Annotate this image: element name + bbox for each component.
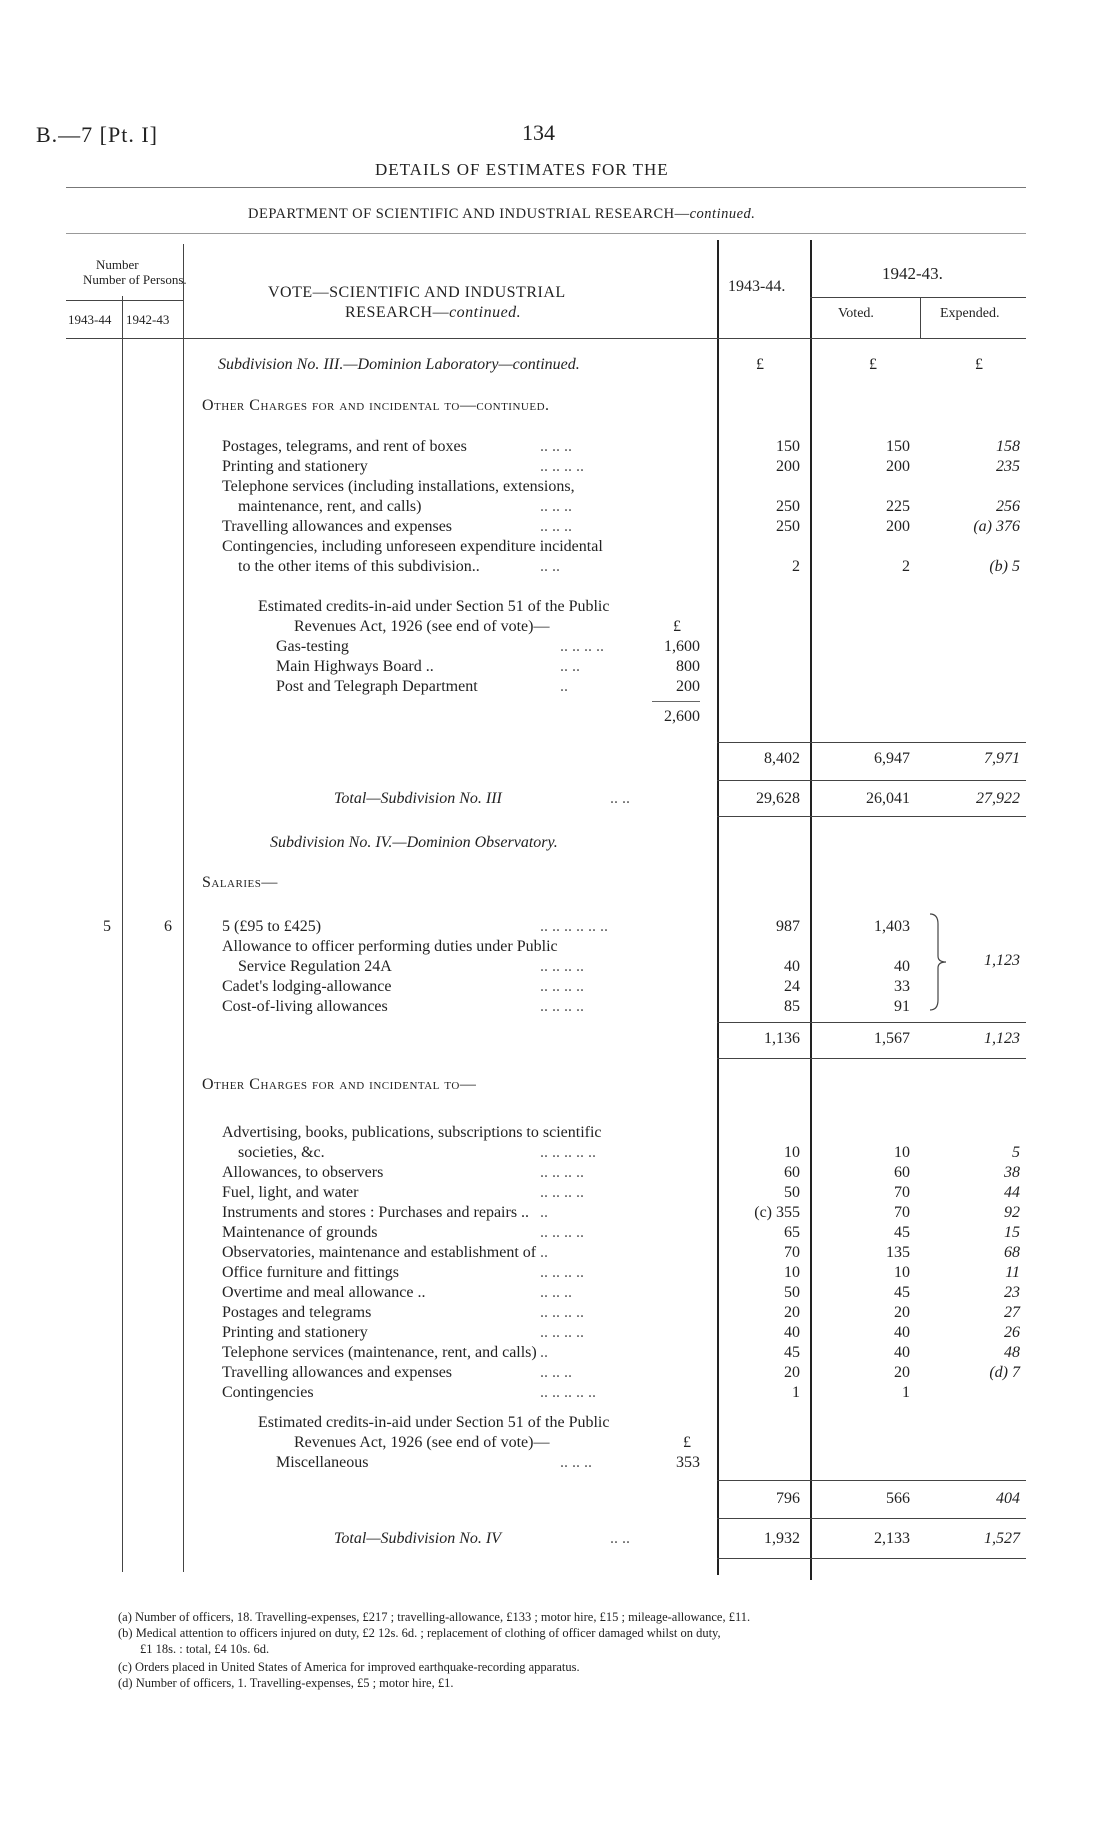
- persons-1942-header: 1942-43: [126, 312, 170, 327]
- line-item-label: Allowances, to observers: [222, 1164, 384, 1181]
- col-1943-left-border: [717, 240, 719, 1575]
- value-1942-43-voted: 200: [886, 458, 910, 475]
- value-1942-43-voted: 1: [902, 1384, 910, 1401]
- footnote-b: (b) Medical attention to officers injured on duty, £2 12s. 6d. ; replacement of clothing of officer damaged whilst on duty,: [118, 1626, 721, 1640]
- department-rule: [66, 233, 1026, 234]
- value-1943-44: 150: [776, 438, 800, 455]
- persons-1943-count: 5: [103, 918, 111, 935]
- leader-dots: .. .. .. ..: [540, 998, 584, 1015]
- leader-dots: .. ..: [540, 558, 560, 575]
- line-item-label: Contingencies, including unforeseen expenditure incidental: [222, 538, 603, 555]
- page-title: DETAILS OF ESTIMATES FOR THE: [375, 160, 669, 179]
- line-item-label: Maintenance of grounds: [222, 1224, 378, 1241]
- value-1942-43-voted: 10: [894, 1144, 910, 1161]
- line-item-label: Overtime and meal allowance ..: [222, 1284, 426, 1301]
- persons-1942-count: 6: [164, 918, 172, 935]
- credit-item-value: 200: [676, 678, 700, 695]
- value-1942-43-expended: 158: [996, 438, 1020, 455]
- leader-dots: .. .. .. .. ..: [540, 1384, 596, 1401]
- vote-title-2: RESEARCH—continued.: [345, 304, 522, 321]
- credit-item-label: Main Highways Board ..: [276, 658, 434, 675]
- line-item-label: Observatories, maintenance and establishment of: [222, 1244, 537, 1261]
- total-4-voted: 2,133: [874, 1530, 910, 1547]
- leader-dots: ..: [540, 1204, 548, 1221]
- vote-title: VOTE—SCIENTIFIC AND INDUSTRIAL: [268, 284, 566, 301]
- footnote-a: (a) Number of officers, 18. Travelling-expenses, £217 ; travelling-allowance, £133 ; motor hire, £15 ; mileage-allowance, £11.: [118, 1610, 751, 1624]
- leader-dots: .. .. ..: [540, 518, 572, 535]
- line-item-label: Office furniture and fittings: [222, 1264, 399, 1281]
- footnote-d: (d) Number of officers, 1. Travelling-expenses, £5 ; motor hire, £1.: [118, 1676, 454, 1690]
- line-item-label: Travelling allowances and expenses: [222, 1364, 453, 1381]
- credit-item-value: 800: [676, 658, 700, 675]
- persons-col-right-border: [183, 244, 184, 1572]
- value-1942-43-expended: 23: [1004, 1284, 1020, 1301]
- salary-subtotal-voted: 1,567: [874, 1030, 910, 1047]
- line-item-label: Allowance to officer performing duties under Public: [222, 938, 558, 955]
- footnote-c: (c) Orders placed in United States of America for improved earthquake-recording apparatus.: [118, 1660, 580, 1674]
- persons-label-1: Number: [96, 257, 139, 272]
- subtotal-3-1943: 8,402: [764, 750, 800, 767]
- line-item-label: Cost-of-living allowances: [222, 998, 388, 1015]
- line-item-label: Contingencies: [222, 1384, 314, 1401]
- table-header-rule: [66, 338, 1026, 339]
- line-item-label: societies, &c.: [238, 1144, 325, 1161]
- leader-dots: ..: [560, 678, 568, 695]
- leader-dots: .. .. .. ..: [540, 1324, 584, 1341]
- value-1943-44: 40: [784, 958, 800, 975]
- value-1943-44: 24: [784, 978, 800, 995]
- value-1943-44: (c) 355: [754, 1204, 800, 1221]
- value-1942-43-voted: 70: [894, 1184, 910, 1201]
- value-1942-43-expended: 15: [1004, 1224, 1020, 1241]
- year-1942-43-header: 1942-43.: [882, 264, 943, 283]
- value-1943-44: 10: [784, 1264, 800, 1281]
- line-item-label: 5 (£95 to £425): [222, 918, 322, 935]
- value-1942-43-expended: (b) 5: [989, 558, 1020, 575]
- other-charges-heading-4: Other Charges for and incidental to—: [202, 1076, 477, 1093]
- leader-dots: .. .. .. ..: [540, 1184, 584, 1201]
- total-3-expended: 27,922: [976, 790, 1020, 807]
- credit-item-label: Miscellaneous: [276, 1454, 369, 1471]
- value-1942-43-voted: 200: [886, 518, 910, 535]
- subtotal-rule-4: [717, 1480, 1026, 1481]
- credits-total-rule-3: [652, 701, 700, 702]
- leader-dots: .. .. ..: [540, 1364, 572, 1381]
- credits-currency-4: £: [683, 1434, 691, 1451]
- leader-dots: .. .. ..: [560, 1454, 592, 1471]
- leader-dots: .. .. .. ..: [540, 1264, 584, 1281]
- subdivision-3-heading: Subdivision No. III.—Dominion Laboratory—continued.: [218, 356, 580, 373]
- voted-header: Voted.: [838, 306, 874, 321]
- page-number: 134: [522, 120, 555, 145]
- value-1943-44: 250: [776, 518, 800, 535]
- leader-dots: .. .. ..: [540, 1284, 572, 1301]
- leader-dots: .. .. .. ..: [540, 1224, 584, 1241]
- currency-voted: £: [869, 356, 877, 373]
- credit-item-value: 1,600: [664, 638, 700, 655]
- persons-1943-header: 1943-44: [68, 312, 112, 327]
- value-1942-43-expended: (a) 376: [973, 518, 1020, 535]
- credits-in-aid-3-line2: Revenues Act, 1926 (see end of vote)—: [294, 618, 550, 635]
- value-1943-44: 250: [776, 498, 800, 515]
- subtotal-3-voted: 6,947: [874, 750, 910, 767]
- value-1942-43-voted: 1,403: [874, 918, 910, 935]
- value-1943-44: 20: [784, 1364, 800, 1381]
- credits-in-aid-3-line1: Estimated credits-in-aid under Section 51 of the Public: [258, 598, 610, 615]
- value-1943-44: 40: [784, 1324, 800, 1341]
- subtotal-rule-3: [717, 742, 1026, 743]
- salaries-heading: Salaries—: [202, 874, 278, 891]
- salary-subtotal-expended: 1,123: [984, 1030, 1020, 1047]
- total-4-1943: 1,932: [764, 1530, 800, 1547]
- value-1942-43-voted: 135: [886, 1244, 910, 1261]
- leader-dots: .. .. ..: [540, 498, 572, 515]
- value-1942-43-voted: 20: [894, 1304, 910, 1321]
- currency-expended: £: [975, 356, 983, 373]
- value-1942-43-expended: 44: [1004, 1184, 1020, 1201]
- leader-dots: ..: [540, 1244, 548, 1261]
- line-item-label: Cadet's lodging-allowance: [222, 978, 392, 995]
- other-charges-heading-3: Other Charges for and incidental to—continued.: [202, 397, 550, 414]
- salary-expended-total: 1,123: [984, 952, 1020, 969]
- value-1942-43-voted: 10: [894, 1264, 910, 1281]
- value-1942-43-voted: 40: [894, 958, 910, 975]
- leader-dots: .. .. .. ..: [540, 978, 584, 995]
- leader-dots: .. .. .. .. .. ..: [540, 918, 608, 935]
- leader-dots: .. .. .. ..: [540, 1304, 584, 1321]
- leader-dots: .. .. .. ..: [540, 1164, 584, 1181]
- value-1943-44: 200: [776, 458, 800, 475]
- footnote-b-cont: £1 18s. : total, £4 10s. 6d.: [140, 1642, 270, 1656]
- credits-in-aid-4-line1: Estimated credits-in-aid under Section 51 of the Public: [258, 1414, 610, 1431]
- value-1942-43-expended: 5: [1012, 1144, 1020, 1161]
- subtotal-4-1943: 796: [776, 1490, 800, 1507]
- line-item-label: Travelling allowances and expenses: [222, 518, 453, 535]
- expended-header: Expended.: [940, 306, 1000, 321]
- credit-item-value: 353: [676, 1454, 700, 1471]
- credit-item-label: Post and Telegraph Department: [276, 678, 478, 695]
- total-4-expended: 1,527: [984, 1530, 1020, 1547]
- value-1942-43-voted: 33: [894, 978, 910, 995]
- value-1942-43-voted: 225: [886, 498, 910, 515]
- credit-item-label: Gas-testing: [276, 638, 349, 655]
- line-item-label: Instruments and stores : Purchases and repairs ..: [222, 1204, 530, 1221]
- total-rule-4: [717, 1518, 1026, 1519]
- value-1942-43-voted: 60: [894, 1164, 910, 1181]
- leader-dots: .. ..: [560, 658, 580, 675]
- value-1943-44: 45: [784, 1344, 800, 1361]
- subdivision-4-heading: Subdivision No. IV.—Dominion Observatory.: [270, 834, 558, 851]
- value-1942-43-expended: 235: [996, 458, 1020, 475]
- value-1942-43-voted: 150: [886, 438, 910, 455]
- line-item-label: Printing and stationery: [222, 1324, 368, 1341]
- leader-dots: .. .. ..: [540, 438, 572, 455]
- total-3-1943: 29,628: [756, 790, 800, 807]
- document-reference: B.—7 [Pt. I]: [36, 122, 158, 147]
- line-item-label: Postages and telegrams: [222, 1304, 372, 1321]
- total-subdivision-3-label: Total—Subdivision No. III: [334, 790, 502, 807]
- value-1943-44: 50: [784, 1184, 800, 1201]
- value-1943-44: 987: [776, 918, 800, 935]
- subtotal-4-voted: 566: [886, 1490, 910, 1507]
- line-item-label: maintenance, rent, and calls): [238, 498, 422, 515]
- value-1942-43-expended: 48: [1004, 1344, 1020, 1361]
- value-1942-43-expended: (d) 7: [989, 1364, 1020, 1381]
- department-title: DEPARTMENT OF SCIENTIFIC AND INDUSTRIAL RESEARCH—continued.: [248, 206, 756, 222]
- credits-total-3: 2,600: [664, 708, 700, 725]
- line-item-label: Telephone services (including installations, extensions,: [222, 478, 575, 495]
- subtotal-3-expended: 7,971: [984, 750, 1020, 767]
- credits-in-aid-4-line2: Revenues Act, 1926 (see end of vote)—: [294, 1434, 550, 1451]
- leader-dots: .. .. .. ..: [540, 958, 584, 975]
- total-4-leader: .. ..: [610, 1530, 630, 1547]
- total-subdivision-4-label: Total—Subdivision No. IV: [334, 1530, 501, 1547]
- line-item-label: Service Regulation 24A: [238, 958, 392, 975]
- line-item-label: Advertising, books, publications, subscriptions to scientific: [222, 1124, 602, 1141]
- currency-1943: £: [756, 356, 764, 373]
- value-1942-43-voted: 20: [894, 1364, 910, 1381]
- value-1942-43-voted: 45: [894, 1284, 910, 1301]
- value-1943-44: 20: [784, 1304, 800, 1321]
- value-1942-43-voted: 2: [902, 558, 910, 575]
- subtotal-4-expended: 404: [996, 1490, 1020, 1507]
- persons-label: Number of Persons.: [83, 272, 187, 287]
- value-1942-43-expended: 11: [1005, 1264, 1020, 1281]
- line-item-label: Telephone services (maintenance, rent, and calls): [222, 1344, 537, 1361]
- value-1942-43-expended: 26: [1004, 1324, 1020, 1341]
- value-1943-44: 10: [784, 1144, 800, 1161]
- line-item-label: Fuel, light, and water: [222, 1184, 359, 1201]
- year-1943-44-header: 1943-44.: [728, 278, 786, 295]
- value-1942-43-expended: 27: [1004, 1304, 1020, 1321]
- salary-subtotal-bottom-rule: [717, 1058, 1026, 1059]
- value-1942-43-voted: 45: [894, 1224, 910, 1241]
- salary-subtotal-1943: 1,136: [764, 1030, 800, 1047]
- value-1942-43-expended: 68: [1004, 1244, 1020, 1261]
- value-1943-44: 50: [784, 1284, 800, 1301]
- total-3-voted: 26,041: [866, 790, 910, 807]
- value-1943-44: 70: [784, 1244, 800, 1261]
- salary-subtotal-rule: [717, 1022, 1026, 1023]
- voted-expended-divider: [920, 298, 921, 338]
- total-bottom-rule-4: [717, 1558, 1026, 1559]
- value-1942-43-voted: 91: [894, 998, 910, 1015]
- value-1942-43-expended: 38: [1004, 1164, 1020, 1181]
- value-1943-44: 1: [792, 1384, 800, 1401]
- credits-currency-3: £: [673, 618, 681, 635]
- value-1943-44: 65: [784, 1224, 800, 1241]
- value-1942-43-voted: 70: [894, 1204, 910, 1221]
- title-rule: [66, 187, 1026, 188]
- value-1943-44: 85: [784, 998, 800, 1015]
- total-rule-3: [717, 780, 1026, 781]
- value-1943-44: 60: [784, 1164, 800, 1181]
- total-3-leader: .. ..: [610, 790, 630, 807]
- value-1942-43-voted: 40: [894, 1344, 910, 1361]
- persons-col-divider: [122, 296, 123, 1572]
- value-1943-44: 2: [792, 558, 800, 575]
- persons-header-rule: [66, 300, 183, 301]
- value-1942-43-expended: 256: [996, 498, 1020, 515]
- total-bottom-rule-3: [717, 816, 1026, 817]
- leader-dots: .. .. .. ..: [540, 458, 584, 475]
- leader-dots: .. .. .. ..: [560, 638, 604, 655]
- year-1942-rule: [810, 297, 1026, 298]
- line-item-label: Postages, telegrams, and rent of boxes: [222, 438, 467, 455]
- value-1942-43-voted: 40: [894, 1324, 910, 1341]
- line-item-label: Printing and stationery: [222, 458, 368, 475]
- leader-dots: .. .. .. .. ..: [540, 1144, 596, 1161]
- value-1942-43-expended: 92: [1004, 1204, 1020, 1221]
- line-item-label: to the other items of this subdivision..: [238, 558, 480, 575]
- leader-dots: ..: [540, 1344, 548, 1361]
